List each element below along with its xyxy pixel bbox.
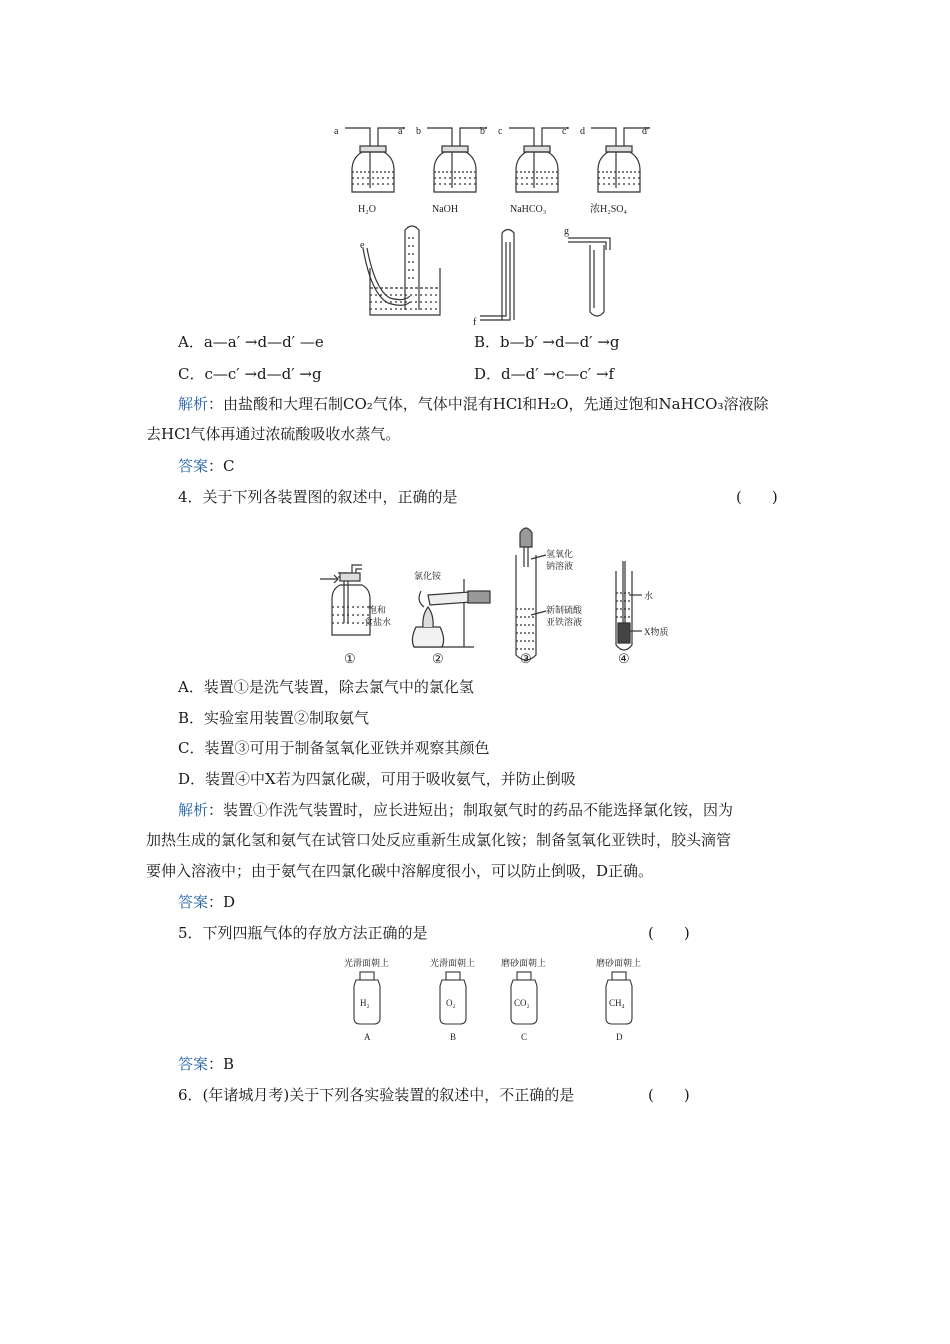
analysis-label: 解析 — [178, 801, 209, 819]
port-label-b: b — [416, 126, 421, 137]
apparatus-number-4: ④ — [618, 651, 630, 666]
q3-answer — [178, 456, 235, 476]
bottle-letter-a: A — [364, 1032, 371, 1042]
apparatus-number-3: ③ — [520, 651, 532, 666]
figure-four-apparatus — [318, 515, 682, 670]
gas-h2: H₂ — [360, 998, 370, 1008]
apparatus-number-2: ② — [432, 651, 444, 666]
label-ammonium-chloride: 氯化铵 — [414, 571, 442, 581]
gas-o2: O₂ — [446, 998, 456, 1008]
port-label-b-prime: b′ — [480, 126, 488, 137]
q4-answer — [178, 892, 235, 912]
bottle-caption-c: 磨砂面朝上 — [501, 958, 547, 968]
q4-analysis-line-1 — [178, 800, 733, 820]
gas-ch4: CH₄ — [609, 998, 625, 1008]
bottle-label-nahco3: NaHCO₃ — [510, 204, 547, 215]
bottle-caption-b: 光滑面朝上 — [430, 958, 476, 968]
apparatus-1-wash-bottle — [320, 565, 370, 635]
answer-value: ：B — [208, 1055, 235, 1073]
q4-option-d: D．装置④中X若为四氯化碳，可用于吸收氨气，并防止倒吸 — [178, 770, 576, 788]
figure-gas-washing-apparatus — [320, 120, 650, 330]
tube-downward-displacement — [568, 238, 610, 316]
wash-bottle-h2so4 — [591, 128, 650, 192]
bottle-caption-a: 光滑面朝上 — [344, 958, 390, 968]
label-sodium-hydroxide-1: 氢氧化 — [546, 549, 574, 559]
bottle-label-naoh: NaOH — [432, 204, 459, 215]
answer-label: 答案 — [178, 893, 209, 911]
q4-option-b: B．实验室用装置②制取氨气 — [178, 709, 370, 727]
bottle-letter-b: B — [450, 1032, 457, 1042]
label-salt-water: 食盐水 — [364, 617, 392, 627]
apparatus-4-absorption-tube — [616, 561, 642, 650]
port-label-d: d — [580, 126, 585, 137]
q4-option-c: C．装置③可用于制备氢氧化亚铁并观察其颜色 — [178, 739, 490, 757]
q4-bracket: ( ) — [736, 488, 778, 506]
answer-label: 答案 — [178, 1055, 209, 1073]
tube-upward-displacement — [480, 230, 514, 321]
q4-analysis-line-2: 加热生成的氯化氢和氨气在试管口处反应重新生成氯化铵；制备氢氧化亚铁时，胶头滴管 — [146, 831, 732, 849]
port-label-a: a — [334, 126, 339, 137]
apparatus-number-1: ① — [344, 651, 356, 666]
tube-label-e: e — [360, 240, 365, 251]
wash-bottle-nahco3 — [509, 128, 569, 192]
bottle-caption-d: 磨砂面朝上 — [596, 958, 642, 968]
tube-label-f: f — [473, 317, 477, 328]
q4-option-a: A．装置①是洗气装置，除去氯气中的氯化氢 — [178, 678, 474, 696]
q4-stem: 4．关于下列各装置图的叙述中，正确的是 — [178, 488, 458, 506]
answer-value: ：D — [208, 893, 236, 911]
bottle-letter-c: C — [521, 1032, 528, 1042]
q3-option-b: B．b—b′ →d—d′ →g — [474, 333, 620, 351]
figure-gas-bottles — [330, 954, 660, 1046]
wash-bottle-h2o — [345, 128, 405, 192]
answer-value: ：C — [208, 457, 235, 475]
bottle-label-h2so4: 浓H₂SO₄ — [590, 204, 627, 215]
q6-stem: 6．(年诸城月考)关于下列各实验装置的叙述中，不正确的是 — [178, 1086, 575, 1104]
q5-answer — [178, 1054, 234, 1074]
apparatus-2-heating-setup — [412, 579, 490, 647]
q6-bracket: ( ) — [648, 1086, 690, 1104]
bottle-letter-d: D — [616, 1032, 623, 1042]
apparatus-3-dropper-test-tube — [516, 528, 546, 660]
label-x-substance: X物质 — [644, 627, 669, 637]
gas-co2: CO₂ — [514, 998, 530, 1008]
q3-analysis-line-2: 去HCl气体再通过浓硫酸吸收水蒸气。 — [146, 425, 401, 443]
port-label-c-prime: c′ — [562, 126, 569, 137]
tube-label-g: g — [564, 226, 569, 237]
water-trough-collector — [363, 226, 440, 315]
label-water: 水 — [644, 591, 654, 601]
bottle-label-h2o: H₂O — [358, 204, 376, 215]
analysis-text: ：由盐酸和大理石制CO₂气体，气体中混有HCl和H₂O，先通过饱和NaHCO₃溶液除 — [208, 395, 769, 413]
label-ferrous-sulfate-1: 新制硫酸 — [546, 605, 583, 615]
label-saturated: 饱和 — [368, 605, 387, 615]
analysis-text: ：装置①作洗气装置时，应长进短出；制取氨气时的药品不能选择氯化铵，因为 — [208, 801, 734, 819]
q5-stem: 5．下列四瓶气体的存放方法正确的是 — [178, 924, 428, 942]
label-ferrous-sulfate-2: 亚铁溶液 — [546, 617, 583, 627]
port-label-c: c — [498, 126, 503, 137]
port-label-d-prime: d′ — [642, 126, 650, 137]
wash-bottle-naoh — [427, 128, 487, 192]
analysis-label: 解析 — [178, 395, 209, 413]
q5-bracket: ( ) — [648, 924, 690, 942]
q3-option-d: D．d—d′ →c—c′ →f — [474, 365, 615, 383]
label-sodium-hydroxide-2: 钠溶液 — [546, 561, 574, 571]
q3-option-a: A．a—a′ →d—d′ —e — [178, 333, 324, 351]
q3-option-c: C．c—c′ →d—d′ →g — [178, 365, 322, 383]
q3-analysis-line-1 — [178, 394, 769, 414]
port-label-a-prime: a′ — [398, 126, 405, 137]
q4-analysis-line-3: 要伸入溶液中；由于氨气在四氯化碳中溶解度很小，可以防止倒吸，D正确。 — [146, 862, 654, 880]
answer-label: 答案 — [178, 457, 209, 475]
